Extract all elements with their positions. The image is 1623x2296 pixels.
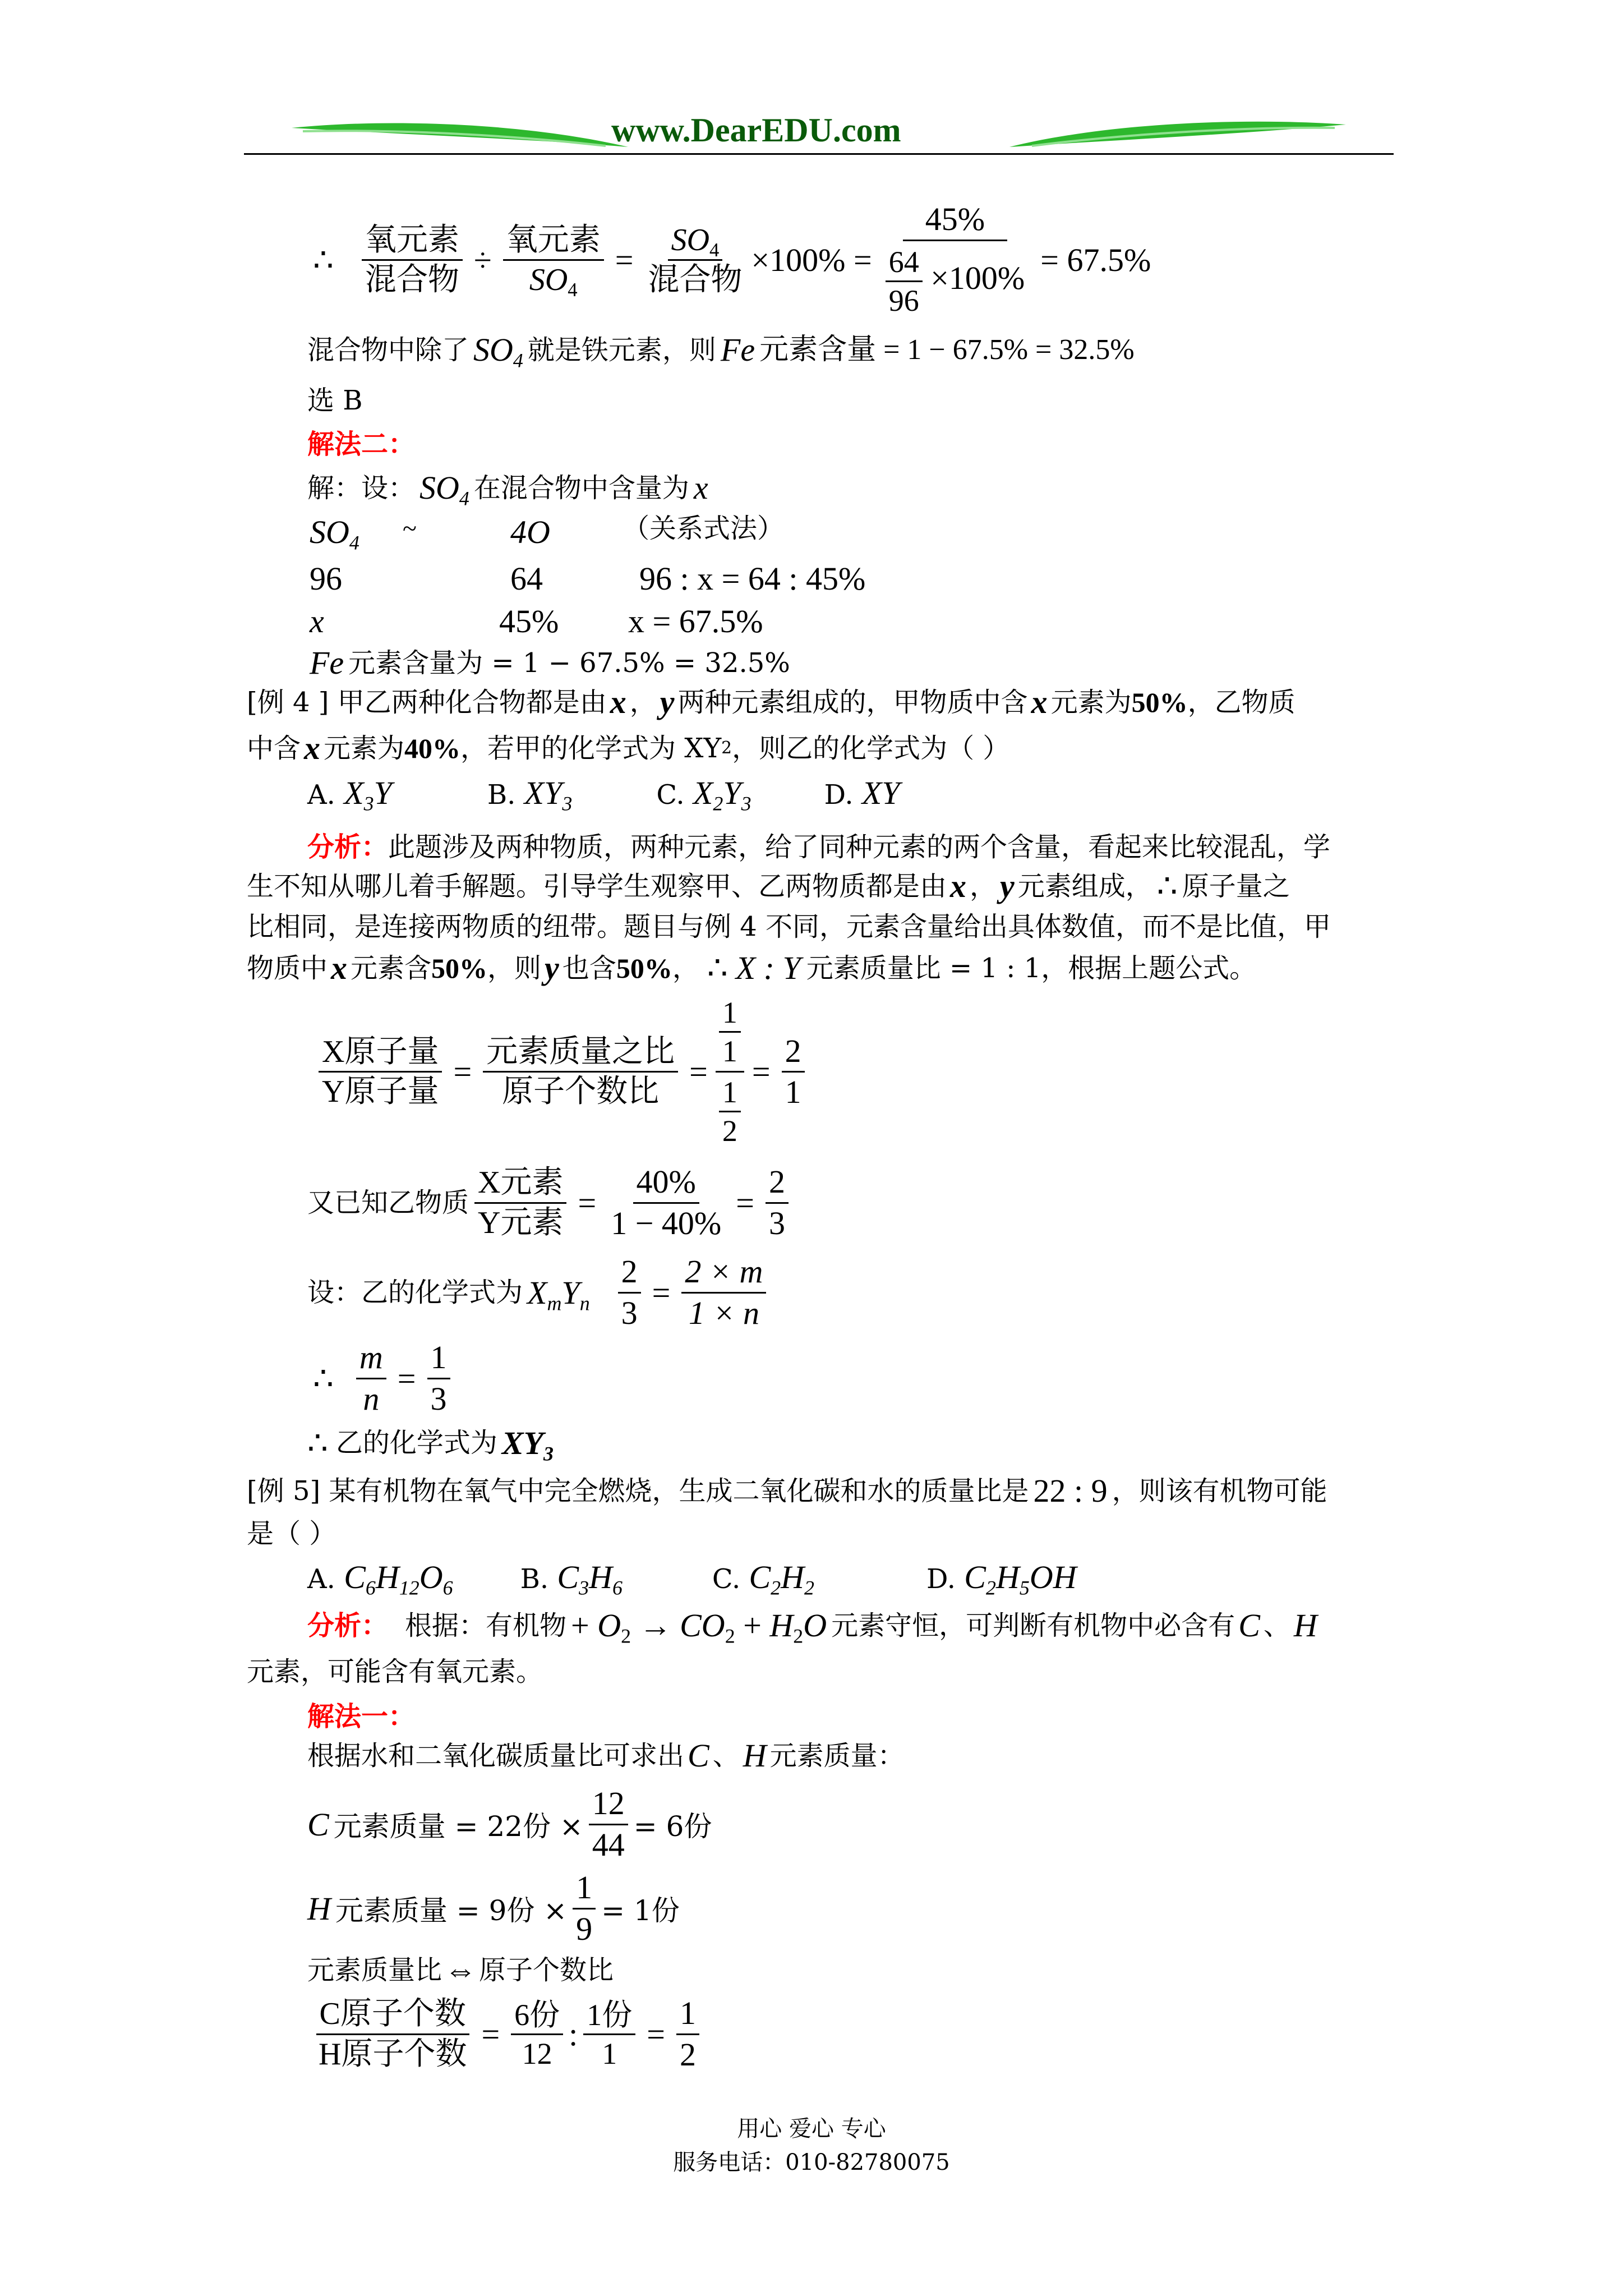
fraction: $\frac{\text{氧元素}}{SO_4}$ (503, 221, 604, 300)
relation-4o: 4O (510, 514, 550, 550)
example-4-options (307, 775, 900, 815)
c-mass-line: C 元素质量 = 22份 × $\frac{12}{44}$ = 6份 (307, 1785, 712, 1863)
example-5-line2: 是（ ） (247, 1518, 336, 1549)
option-b: B. $XY_3$ (487, 775, 573, 815)
option-c: C. $C_2H_2$ (712, 1559, 814, 1599)
analysis-5-line1: 分析： 根据：有机物 + $O_2 \to CO_2 + H_2O$ 元素守恒，可判断有机物中必含有 C 、 H (307, 1607, 1317, 1648)
formula-atomic-ratio: $\frac{\text{X原子量}}{\text{Y原子量}}$ = $\frac{\text{元素质量之比}}{\text{原子个数比}}$ = $\frac{\frac{1}{1}}{\frac{1}{2}}$ = $\frac{2}{1}$ (313, 993, 810, 1151)
analysis-line1: 分析： 此题涉及两种物质，两种元素，给了同种元素的两个含量，看起来比较混乱，学 (307, 831, 1331, 863)
fe-content-line: Fe 元素含量为 = 1 − 67.5% = 32.5% (310, 645, 790, 681)
h-mass-line: H 元素质量 = 9份 × $\frac{1}{9}$ = 1份 (307, 1869, 680, 1947)
relation-tilde: ~ (403, 514, 417, 542)
formula-atom-count-ratio: $\frac{\text{C原子个数}}{\text{H原子个数}}$ = $\frac{\text{6份}}{12}$ : $\frac{\text{1份}}{1}$ = $\frac{1}{2}$ (310, 1994, 705, 2074)
example-5-options (307, 1559, 1077, 1599)
iron-content-line: 混合物中除了 $SO_4$ 就是铁元素，则 Fe 元素含量 = 1 − 67.5% = 32.5% (307, 332, 1135, 372)
relation-x-result: x = 67.5% (628, 603, 763, 639)
relation-64: 64 (510, 560, 543, 597)
method-one-title: 解法一： (307, 1701, 416, 1732)
logo-text: www.DearEDU.com (611, 112, 901, 149)
yi-formula-result: ∴ 乙的化学式为 $XY_3$ (307, 1424, 554, 1465)
option-d: D. $C_2H_5OH$ (926, 1559, 1077, 1599)
analysis-line4: 物质中 x 元素含 50% ，则 y 也含 50% ， ∴ X : Y 元素质量比 = 1 : 1，根据上题公式。 (247, 950, 1257, 986)
formula-yi-ratio: 又已知乙物质 $\frac{\text{X元素}}{\text{Y元素}}$ = $\frac{40\%}{1 - 40\%}$ = $\frac{2}{3}$ (307, 1162, 794, 1243)
method-one-intro: 根据水和二氧化碳质量比可求出 C 、 H 元素质量： (307, 1737, 905, 1774)
method-two-title: 解法二： (307, 429, 416, 460)
therefore-symbol: ∴ (313, 242, 334, 279)
header-rule (244, 153, 1394, 155)
option-a: A. $C_6H_{12}O_6$ (307, 1559, 453, 1599)
example-4-line2: 中含 x 元素为 40% ，若甲的化学式为 XY 2 ，则乙的化学式为（ ） (247, 730, 1010, 766)
fraction: 45% $\frac{64}{96}$ ×100% (882, 200, 1029, 320)
answer-choose-b: 选 B (307, 385, 363, 416)
relation-45: 45% (499, 603, 559, 639)
footer-phone: 服务电话：010-82780075 (673, 2150, 950, 2175)
option-d: D. XY (824, 775, 900, 811)
fraction: $\frac{SO_4}{\text{混合物}}$ (644, 221, 745, 300)
formula-set-yi: 设：乙的化学式为 $X_mY_n$ $\frac{2}{3}$ = $\frac{2 \times m}{1 \times n}$ (307, 1252, 772, 1333)
fraction: $\frac{\text{氧元素}}{\text{混合物}}$ (362, 221, 463, 300)
relation-x: x (310, 603, 324, 639)
relation-method-note: （关系式法） (623, 513, 785, 544)
relation-so4: $SO_4$ (310, 514, 359, 554)
footer-motto: 用心 爱心 专心 (737, 2116, 886, 2142)
ratio-equivalence-line: 元素质量比 ⇔ 原子个数比 (307, 1952, 614, 1988)
example-5-line1: [例 5] 某有机物在氧气中完全燃烧，生成二氧化碳和水的质量比是 22 : 9 ，则该有机物可能 (247, 1473, 1327, 1509)
analysis-5-line2: 元素，可能含有氧元素。 (247, 1656, 543, 1687)
option-a: A. $X_3Y$ (307, 775, 392, 815)
option-c: C. $X_2Y_3$ (656, 775, 751, 815)
relation-proportion: 96 : x = 64 : 45% (639, 560, 866, 597)
formula-m-over-n: ∴ $\frac{m}{n}$ = $\frac{1}{3}$ (307, 1338, 456, 1419)
option-b: B. $C_3H_6$ (520, 1559, 623, 1599)
relation-96: 96 (310, 560, 342, 597)
example-4-line1: [例 4 ] 甲乙两种化合物都是由 x ， y 两种元素组成的，甲物质中含 x 元素为 50% ，乙物质 (247, 684, 1295, 720)
method-two-setup: 解：设： $SO_4$ 在混合物中含量为 x (307, 470, 708, 510)
equation-oxygen-ratio: ∴ $\frac{\text{氧元素}}{\text{混合物}}$ ÷ $\frac{\text{氧元素}}{SO_4}$ = $\frac{SO_4}{\text{混合物}}$ ×100% = 45% $\frac{64}{96}$ ×100% = 67.5% (307, 200, 1151, 320)
analysis-line2: 生不知从哪儿着手解题。引导学生观察甲、乙两物质都是由 x ， y 元素组成， ∴ 原子量之 (247, 868, 1290, 904)
analysis-line3: 比相同，是连接两物质的纽带。题目与例 4 不同，元素含量给出具体数值，而不是比值，甲 (247, 911, 1331, 942)
